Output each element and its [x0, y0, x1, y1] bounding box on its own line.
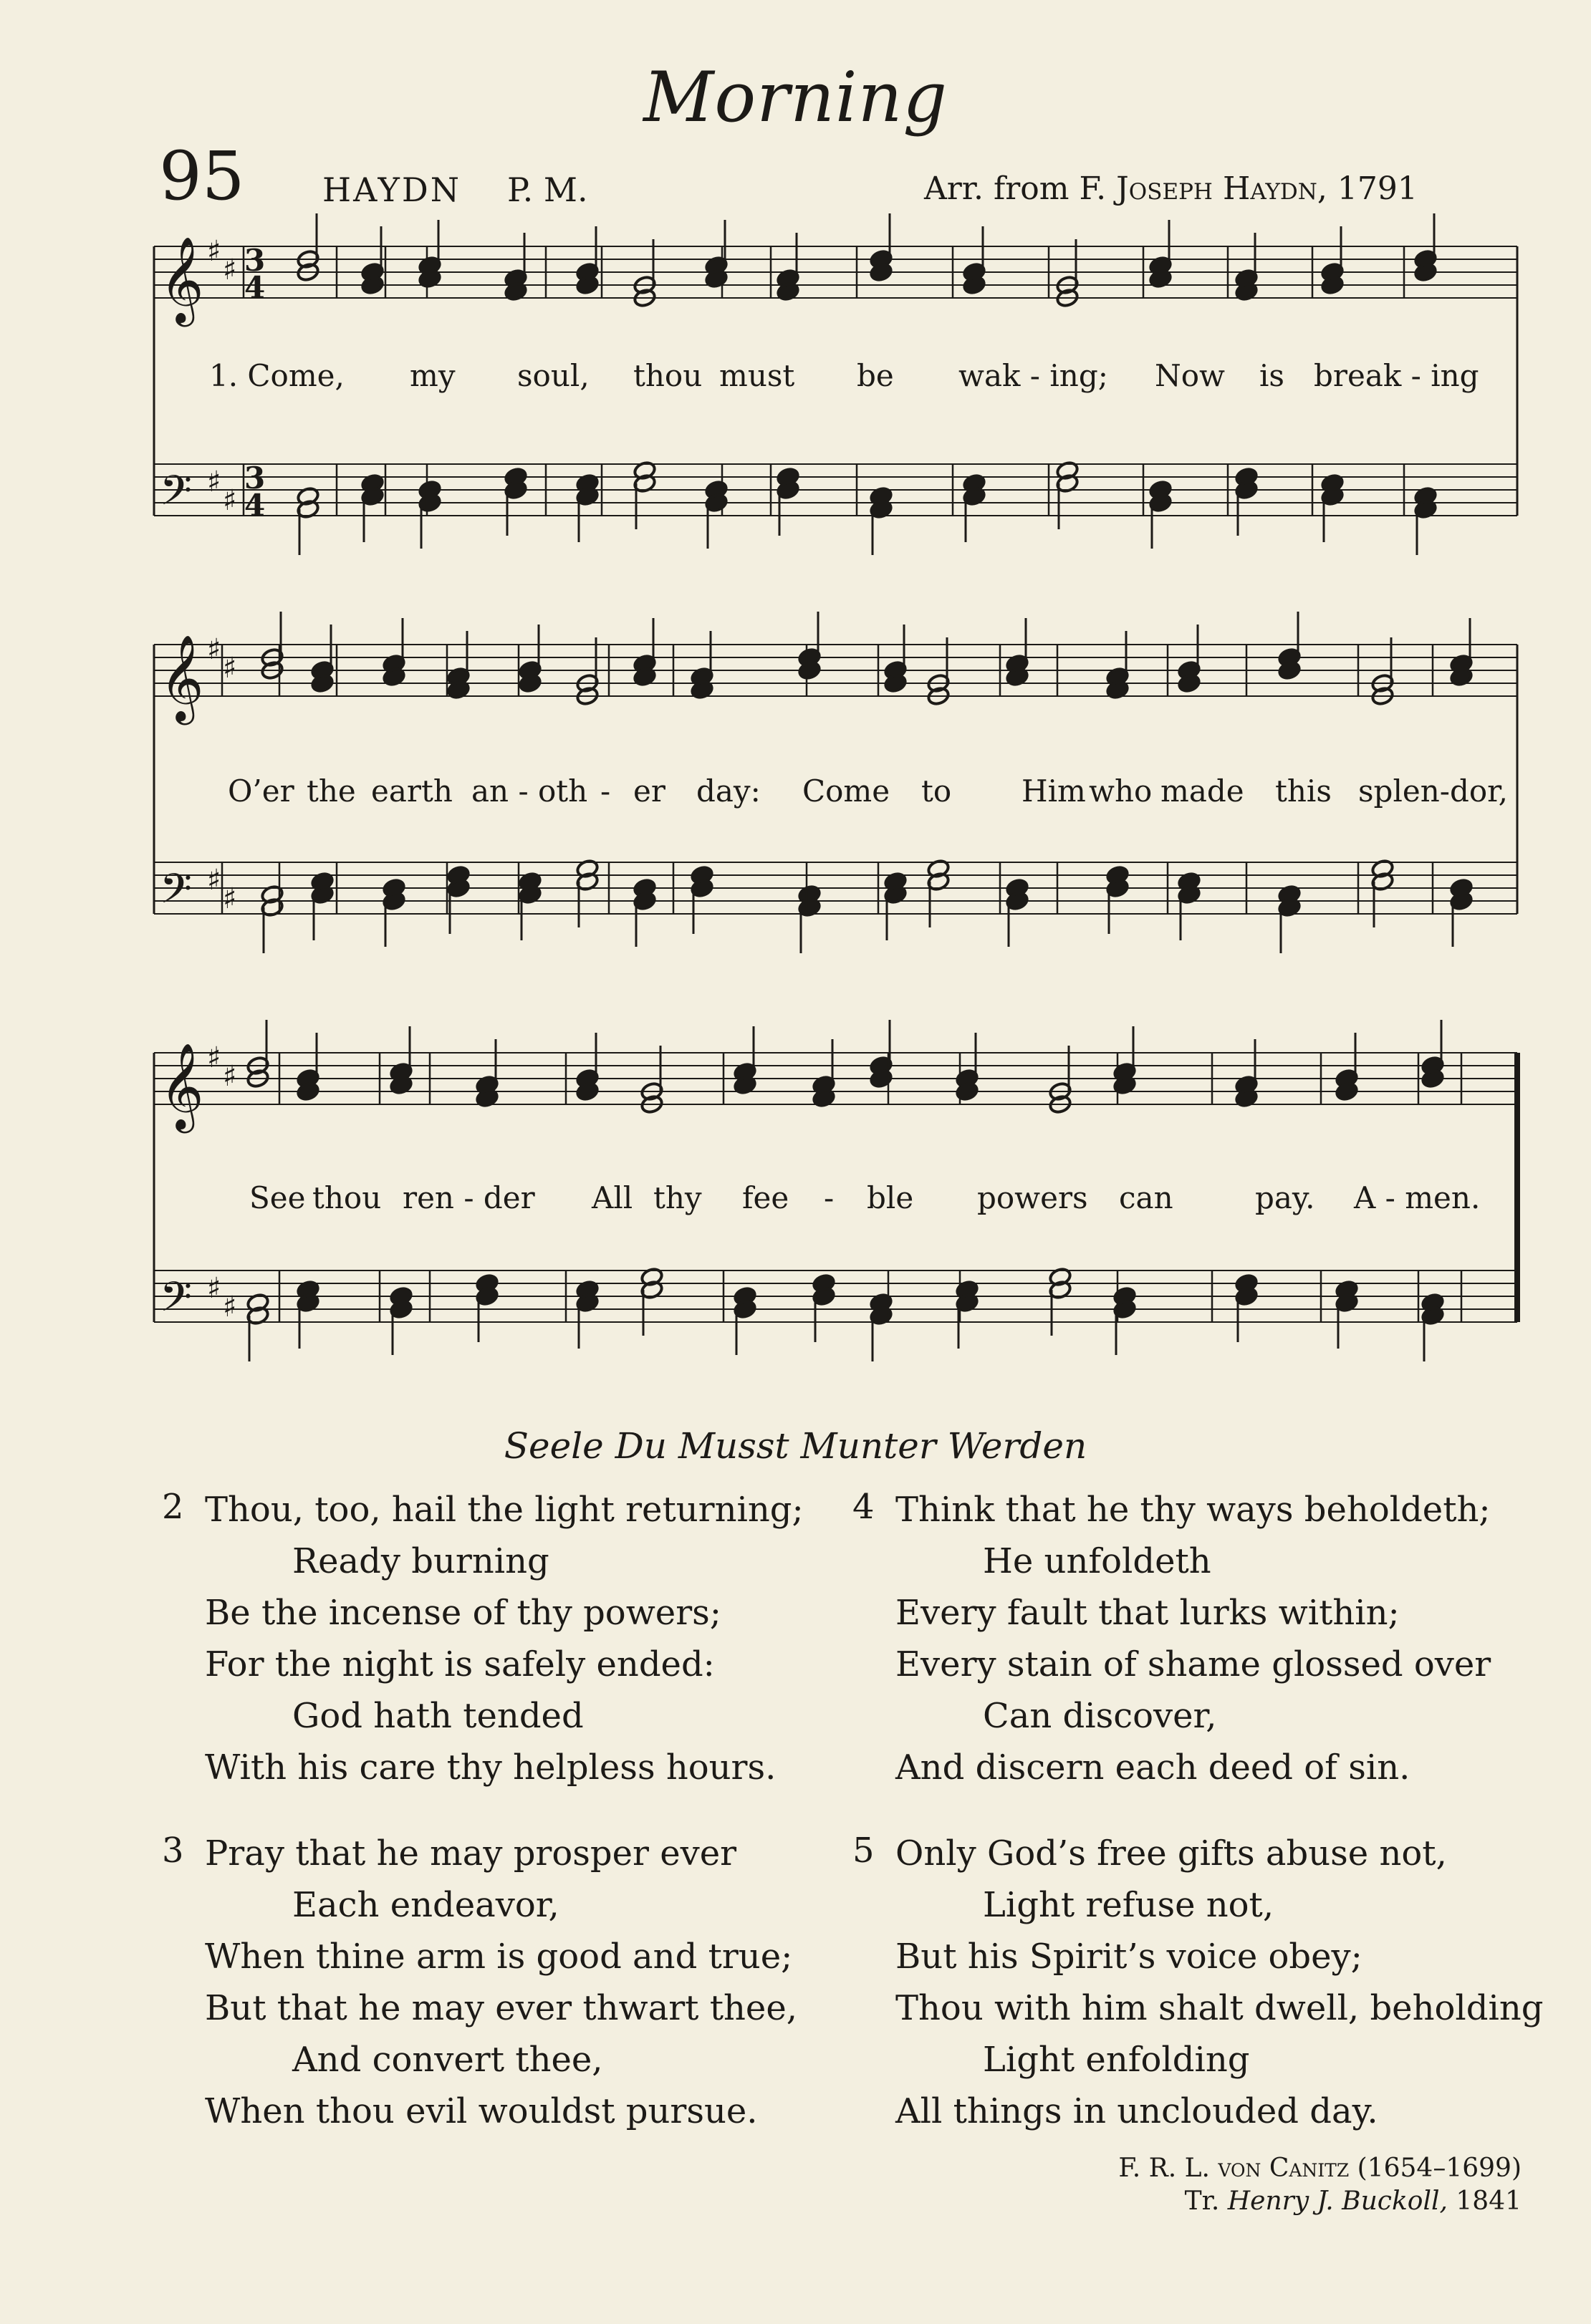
author-name: F. R. L. von Canitz: [1118, 2154, 1350, 2183]
treble-clef-icon: 𝄞: [160, 1042, 204, 1129]
verse-line: Light enfolding: [983, 2040, 1250, 2080]
sharp-icon: ♯: [207, 1272, 221, 1305]
lyric-syllable: the: [307, 773, 356, 809]
composer-name: Joseph Haydn: [1116, 170, 1317, 207]
lyric-syllable: must: [719, 358, 795, 393]
verse-number: 2: [162, 1487, 184, 1527]
verse-line: When thou evil wouldst pursue.: [205, 2091, 758, 2131]
tune-title: Seele Du Musst Munter Werden: [504, 1425, 1087, 1467]
verse-line: All things in unclouded day.: [895, 2091, 1378, 2131]
verse-line: With his care thy helpless hours.: [205, 1747, 777, 1788]
lyric-syllable: soul,: [517, 358, 590, 393]
verse-number: 3: [162, 1831, 184, 1871]
verse-line: Pray that he may prosper ever: [205, 1833, 737, 1874]
translator-credit: [1185, 2181, 1522, 2222]
verse-line: Be the incense of thy powers;: [205, 1593, 721, 1633]
verse-line: Every fault that lurks within;: [895, 1593, 1400, 1633]
lyric-syllable: can: [1119, 1180, 1173, 1215]
treble-clef-icon: 𝄞: [160, 634, 204, 721]
lyric-syllable: splen-dor,: [1358, 773, 1508, 809]
lyric-syllable: All: [592, 1180, 633, 1215]
sharp-icon: ♯: [223, 1060, 237, 1093]
verse-line: But his Spirit’s voice obey;: [895, 1937, 1362, 1977]
translator-year: 1841: [1447, 2186, 1522, 2216]
lyric-syllable: break - ing: [1314, 358, 1479, 393]
tune-name: HAYDN: [322, 170, 461, 209]
time-signature-bottom: 4: [244, 270, 266, 305]
author-dates: (1654–1699): [1349, 2154, 1522, 2183]
lyric-syllable: this: [1275, 773, 1332, 809]
verse-line: And discern each deed of sin.: [895, 1747, 1410, 1788]
verse-4: [895, 1484, 1491, 1793]
time-signature-top: 3: [244, 243, 266, 278]
lyric-syllable: pay.: [1255, 1180, 1315, 1215]
verse-line: When thine arm is good and true;: [205, 1937, 793, 1977]
verse-number: 4: [852, 1487, 875, 1527]
translator-prefix: Tr.: [1184, 2186, 1228, 2216]
lyric-syllable: wak - ing;: [958, 358, 1108, 393]
lyric-syllable: is: [1259, 358, 1284, 393]
lyric-syllable: fee: [742, 1180, 789, 1215]
verse-line: Every stain of shame glossed over: [895, 1644, 1491, 1684]
verse-3: [205, 1828, 797, 2137]
time-signature-top: 3: [244, 461, 266, 496]
bass-clef-icon: 𝄢: [160, 864, 193, 923]
lyric-syllable: my: [410, 358, 456, 393]
sharp-icon: ♯: [223, 1291, 237, 1323]
lyric-syllable: earth: [371, 773, 453, 809]
lyric-syllable: thou: [312, 1180, 382, 1215]
sharp-icon: ♯: [223, 882, 237, 915]
lyric-syllable: Come: [802, 773, 890, 809]
lyric-syllable: A - men.: [1354, 1180, 1481, 1215]
composer-year: , 1791: [1317, 170, 1418, 207]
sharp-icon: ♯: [207, 864, 221, 897]
lyric-syllable: Now: [1155, 358, 1225, 393]
lyric-syllable: -: [824, 1180, 835, 1215]
lyric-syllable: an - oth: [471, 773, 588, 809]
composer-prefix: Arr. from F.: [924, 170, 1117, 207]
verse-line: Thou, too, hail the light returning;: [205, 1490, 804, 1530]
verse-line: Thou with him shalt dwell, beholding: [895, 1988, 1544, 2028]
lyric-syllable: made: [1160, 773, 1244, 809]
verse-line: He unfoldeth: [983, 1541, 1211, 1581]
verse-line: Light refuse not,: [983, 1885, 1274, 1925]
treble-clef-icon: 𝄞: [160, 236, 204, 323]
verse-line: For the night is safely ended:: [205, 1644, 715, 1684]
verse-2: [205, 1484, 804, 1793]
sharp-icon: ♯: [207, 1041, 221, 1074]
lyric-syllable: powers: [977, 1180, 1088, 1215]
verse-line: But that he may ever thwart thee,: [205, 1988, 797, 2028]
verse-line: Can discover,: [983, 1696, 1217, 1736]
sharp-icon: ♯: [223, 254, 237, 286]
time-signature-bottom: 4: [244, 488, 266, 523]
meter: P. M.: [507, 170, 588, 209]
lyric-syllable: who: [1089, 773, 1153, 809]
lyric-syllable: ble: [867, 1180, 914, 1215]
bass-clef-icon: 𝄢: [160, 1273, 193, 1331]
verse-number: 5: [852, 1831, 875, 1871]
verse-line: And convert thee,: [292, 2040, 603, 2080]
sharp-icon: ♯: [207, 466, 221, 498]
sharp-icon: ♯: [207, 235, 221, 268]
lyric-syllable: er: [633, 773, 665, 809]
page-title: Morning: [643, 57, 948, 138]
sharp-icon: ♯: [207, 633, 221, 666]
lyric-syllable: day:: [696, 773, 761, 809]
lyric-syllable: thou: [633, 358, 703, 393]
lyric-syllable: See: [249, 1180, 306, 1215]
sharp-icon: ♯: [223, 484, 237, 517]
verse-line: Ready burning: [292, 1541, 549, 1581]
verse-5: [895, 1828, 1543, 2137]
lyric-syllable: -: [600, 773, 611, 809]
verse-line: Each endeavor,: [292, 1885, 559, 1925]
lyric-syllable: Him: [1022, 773, 1086, 809]
bass-clef-icon: 𝄢: [160, 466, 193, 525]
verse-line: Only God’s free gifts abuse not,: [895, 1833, 1447, 1874]
lyric-syllable: ren - der: [403, 1180, 535, 1215]
verse-line: God hath tended: [292, 1696, 584, 1736]
translator-name: Henry J. Buckoll,: [1227, 2186, 1448, 2216]
lyric-syllable: 1. Come,: [209, 358, 345, 393]
sharp-icon: ♯: [223, 652, 237, 685]
lyric-syllable: be: [857, 358, 894, 393]
verse-line: Think that he thy ways beholdeth;: [895, 1490, 1491, 1530]
lyric-syllable: to: [921, 773, 952, 809]
hymn-number: 95: [159, 138, 245, 216]
lyric-syllable: O’er: [228, 773, 294, 809]
lyric-syllable: thy: [653, 1180, 702, 1215]
